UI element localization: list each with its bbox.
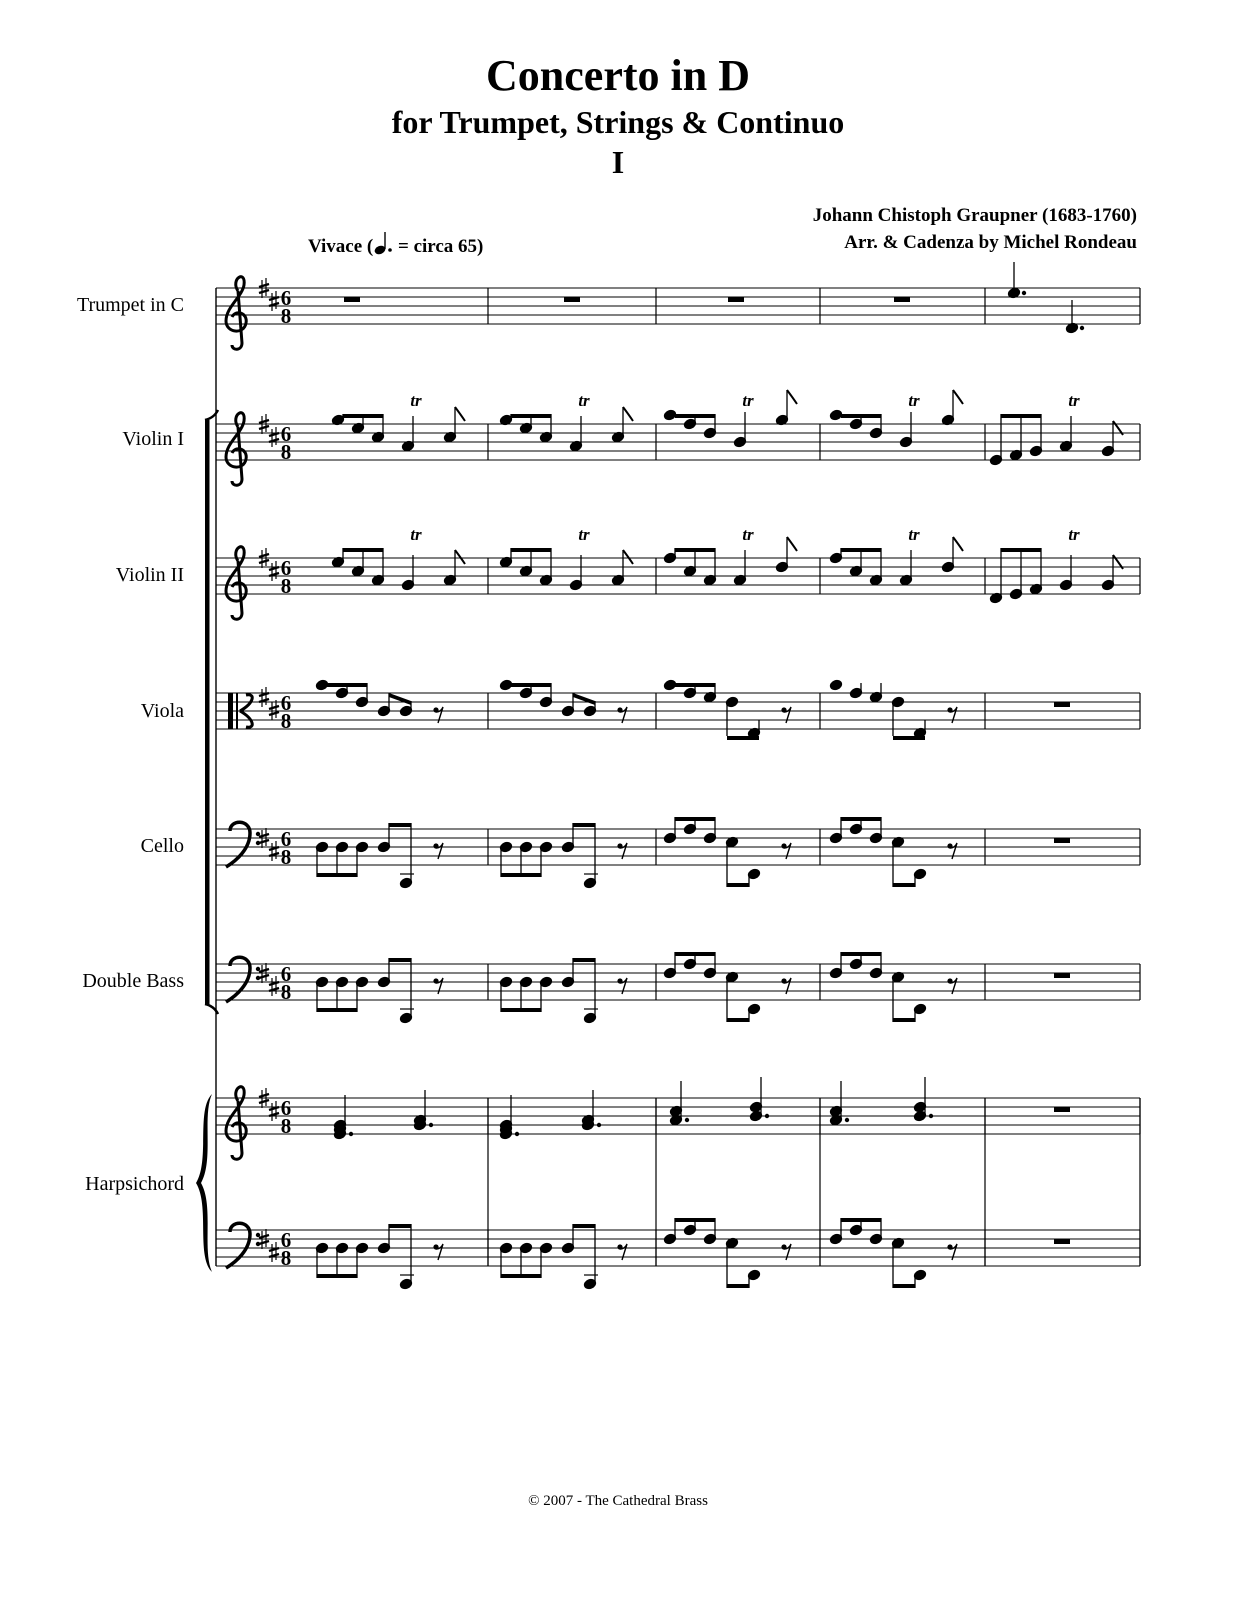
trill-ornament: tr: [578, 525, 590, 544]
score-title: Concerto in D: [486, 51, 750, 100]
beam: [675, 952, 715, 956]
beam: [573, 693, 595, 705]
copyright-footer: © 2007 - The Cathedral Brass: [528, 1493, 708, 1509]
beam: [893, 1018, 915, 1022]
beam: [675, 414, 715, 418]
whole-rest-icon: [564, 297, 580, 302]
beam: [573, 1224, 595, 1228]
beam: [841, 1218, 881, 1222]
movement-number: I: [611, 144, 625, 180]
instrument-label-viola: Viola: [140, 700, 184, 722]
beam: [893, 736, 925, 740]
beam: [573, 958, 595, 962]
beam: [675, 1218, 715, 1222]
beam: [327, 683, 367, 687]
augmentation-dot: [429, 1123, 433, 1127]
beam: [317, 873, 357, 877]
time-signature-denominator: 8: [280, 574, 292, 598]
beam: [511, 683, 551, 687]
whole-rest-icon: [1054, 702, 1070, 707]
staff: [216, 1223, 1140, 1270]
beam: [501, 1008, 541, 1012]
sharp-icon: [269, 841, 279, 861]
beam: [511, 414, 551, 418]
trill-ornament: tr: [410, 391, 422, 410]
beam: [317, 1274, 357, 1278]
beam: [1001, 548, 1041, 552]
beam: [841, 817, 881, 821]
arranger-credit: Arr. & Cadenza by Michel Rondeau: [844, 232, 1137, 253]
whole-rest-icon: [728, 297, 744, 302]
whole-rest-icon: [1054, 838, 1070, 843]
beam: [893, 1284, 915, 1288]
augmentation-dot: [685, 1118, 689, 1122]
trill-ornament: tr: [410, 525, 422, 544]
beam: [841, 414, 881, 418]
tempo-prefix: Vivace (: [308, 236, 374, 257]
flag: [953, 390, 963, 404]
whole-rest-icon: [1054, 1107, 1070, 1112]
beam: [501, 1274, 541, 1278]
time-signature-denominator: 8: [280, 980, 292, 1004]
bass-clef-dot: [256, 832, 260, 836]
staff: [216, 957, 1140, 1004]
staff: [216, 822, 1140, 869]
beam: [389, 693, 411, 705]
instrument-label-harpsichord: Harpsichord: [85, 1173, 184, 1195]
augmentation-dot: [845, 1118, 849, 1122]
augmentation-dot: [515, 1132, 519, 1136]
time-signature-numerator: 6: [280, 422, 292, 446]
beam: [841, 952, 881, 956]
trill-ornament: tr: [908, 525, 920, 544]
beam: [727, 736, 759, 740]
sharp-icon: [269, 976, 279, 996]
staff: [216, 277, 1140, 350]
bass-clef-dot: [256, 1233, 260, 1237]
time-signature-denominator: 8: [280, 709, 292, 733]
beam: [675, 548, 715, 552]
time-signature-denominator: 8: [280, 845, 292, 869]
instrument-label-cello: Cello: [140, 835, 184, 857]
beam: [727, 883, 749, 887]
trill-ornament: tr: [742, 525, 754, 544]
beam: [343, 414, 383, 418]
time-signature-denominator: 8: [280, 1114, 292, 1138]
harpsichord-brace: [196, 1094, 212, 1272]
time-signature-numerator: 6: [280, 1096, 292, 1120]
augmentation-dot: [597, 1123, 601, 1127]
beam: [841, 548, 881, 552]
sharp-icon: [269, 1242, 279, 1262]
flag: [455, 550, 465, 564]
time-signature-denominator: 8: [280, 1246, 292, 1270]
beam: [727, 1018, 749, 1022]
beam: [893, 883, 915, 887]
sharp-icon: [269, 427, 279, 447]
flag: [953, 537, 963, 551]
time-signature-denominator: 8: [280, 304, 292, 328]
sharp-icon: [269, 700, 279, 720]
flag: [787, 537, 797, 551]
beam: [1001, 414, 1041, 418]
sharp-icon: [269, 291, 279, 311]
whole-rest-icon: [894, 297, 910, 302]
whole-rest-icon: [1054, 973, 1070, 978]
beam: [317, 1008, 357, 1012]
alto-clef-bar: [236, 693, 238, 729]
score-subtitle: for Trumpet, Strings & Continuo: [391, 104, 845, 140]
sharp-icon: [259, 687, 269, 707]
tempo-suffix: = circa 65): [393, 236, 484, 257]
beam: [727, 1284, 749, 1288]
flag: [623, 550, 633, 564]
beam: [675, 683, 715, 687]
instrument-label-trumpet: Trumpet in C: [76, 294, 184, 316]
beam: [389, 1224, 411, 1228]
augmentation-dot: [929, 1114, 933, 1118]
beam: [511, 548, 551, 552]
alto-clef-icon: [228, 693, 233, 729]
augmentation-dot: [349, 1132, 353, 1136]
time-signature-denominator: 8: [280, 440, 292, 464]
time-signature-numerator: 6: [280, 1228, 292, 1252]
time-signature-numerator: 6: [280, 962, 292, 986]
beam: [675, 817, 715, 821]
time-signature-numerator: 6: [280, 286, 292, 310]
staff: [216, 687, 1140, 733]
instrument-label-double-bass: Double Bass: [82, 970, 184, 992]
whole-rest-icon: [1054, 1239, 1070, 1244]
whole-rest-icon: [344, 297, 360, 302]
trill-ornament: tr: [578, 391, 590, 410]
trill-ornament: tr: [908, 391, 920, 410]
beam: [389, 823, 411, 827]
trill-ornament: tr: [742, 391, 754, 410]
beam: [501, 873, 541, 877]
flag: [787, 390, 797, 404]
time-signature-numerator: 6: [280, 691, 292, 715]
flag: [623, 407, 633, 421]
flag: [455, 407, 465, 421]
sharp-icon: [269, 1101, 279, 1121]
composer-credit: Johann Chistoph Graupner (1683-1760): [812, 205, 1137, 226]
augmentation-dot: [1022, 291, 1026, 295]
augmentation-dot: [1080, 326, 1084, 330]
strings-bracket: [205, 420, 210, 1004]
beam: [389, 958, 411, 962]
trill-ornament: tr: [1068, 391, 1080, 410]
time-signature-numerator: 6: [280, 827, 292, 851]
time-signature-numerator: 6: [280, 556, 292, 580]
instrument-label-violin-1: Violin I: [122, 428, 184, 450]
beam: [573, 823, 595, 827]
sharp-icon: [269, 561, 279, 581]
beam: [343, 548, 383, 552]
bass-clef-dot: [256, 967, 260, 971]
trill-ornament: tr: [1068, 525, 1080, 544]
augmentation-dot: [765, 1114, 769, 1118]
instrument-label-violin-2: Violin II: [115, 564, 184, 586]
